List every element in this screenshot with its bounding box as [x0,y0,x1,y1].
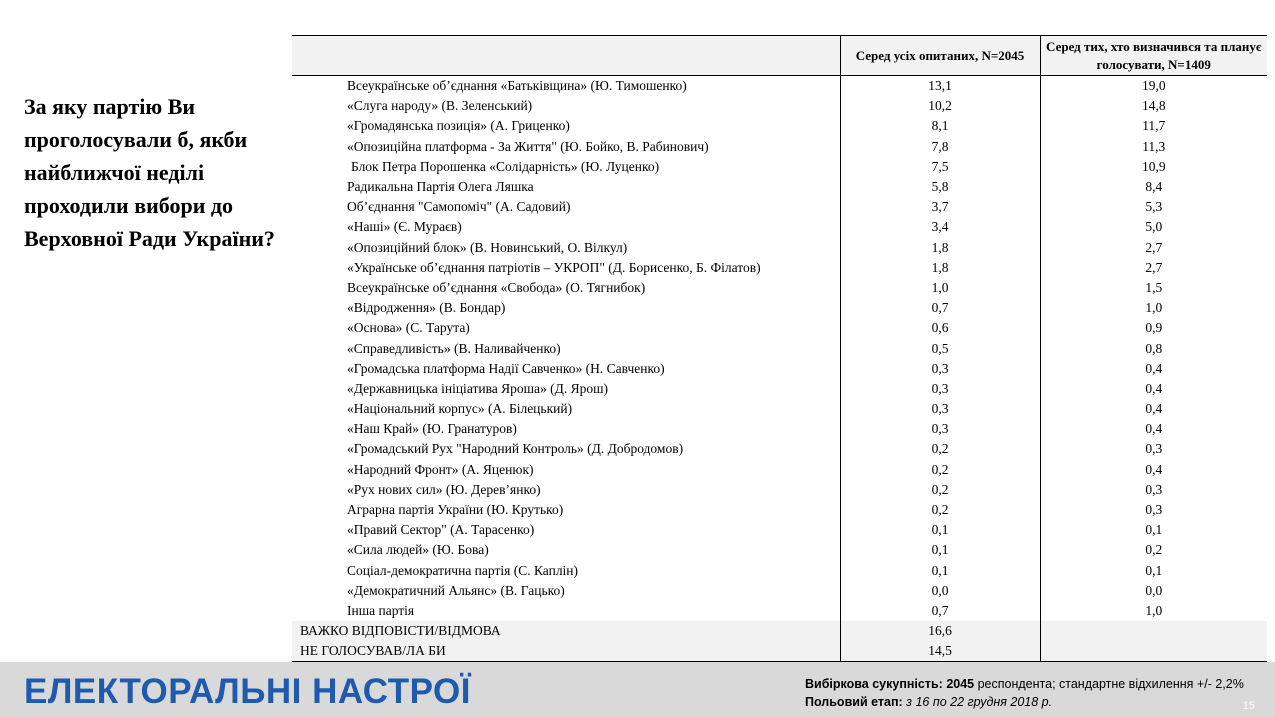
value-decided-voters: 0,3 [1040,480,1267,500]
value-decided-voters: 0,4 [1040,419,1267,439]
value-all-respondents: 1,0 [840,278,1040,298]
party-name: «Слуга народу» (В. Зеленський) [347,98,533,114]
party-name: «Національний корпус» (А. Білецький) [347,401,573,417]
party-name: Всеукраїнське об’єднання «Батьківщина» (Ю. Тимошенко) [347,78,687,94]
party-name: «Громадська платформа Надії Савченко» (Н. Савченко) [347,360,665,376]
value-decided-voters: 14,8 [1040,96,1267,116]
party-name: Радикальна Партія Олега Ляшка [347,179,534,195]
value-all-respondents: 14,5 [840,641,1040,662]
sample-value: 2045 [946,677,975,691]
party-name: Інша партія [347,602,415,618]
table-body [292,76,1267,662]
party-name: «Українське об’єднання патріотів – УКРОП" (Д. Борисенко, Б. Філатов) [347,259,761,275]
field-value: з 16 по 22 грудня 2018 р. [906,695,1053,709]
survey-info [805,675,1244,711]
table-row [292,419,1267,439]
value-all-respondents: 1,8 [840,258,1040,278]
value-all-respondents: 3,7 [840,197,1040,217]
value-decided-voters: 0,3 [1040,500,1267,520]
table-row [292,480,1267,500]
table-row [292,157,1267,177]
party-name: «Правий Сектор" (А. Тарасенко) [347,522,535,538]
value-all-respondents: 0,7 [840,601,1040,621]
value-decided-voters: 0,3 [1040,439,1267,459]
value-decided-voters: 5,3 [1040,197,1267,217]
value-all-respondents: 7,8 [840,137,1040,157]
value-decided-voters: 19,0 [1040,76,1267,97]
value-decided-voters: 0,1 [1040,561,1267,581]
value-decided-voters: 10,9 [1040,157,1267,177]
header-all-respondents: Серед усіх опитаних, N=2045 [840,36,1040,76]
value-all-respondents: 0,2 [840,480,1040,500]
sample-text: респондента; стандартне відхилення +/- 2,2% [977,677,1244,691]
results-table [292,35,1267,662]
value-decided-voters: 0,9 [1040,318,1267,338]
table-row [292,621,1267,641]
table-header-row [292,36,1267,76]
value-all-respondents: 8,1 [840,116,1040,136]
party-name: «Опозиційна платформа - За Життя" (Ю. Бойко, В. Рабинович) [347,138,709,154]
survey-question: За яку партію Ви проголосували б, якби найближчої неділі проходили вибори до Верховної Ради України? [24,94,275,251]
value-all-respondents: 13,1 [840,76,1040,97]
value-decided-voters: 0,1 [1040,520,1267,540]
table-row [292,298,1267,318]
value-all-respondents: 0,3 [840,379,1040,399]
value-decided-voters: 2,7 [1040,238,1267,258]
party-name: «Народний Фронт» (А. Яценюк) [347,461,534,477]
value-all-respondents: 0,6 [840,318,1040,338]
table-row [292,197,1267,217]
table-row [292,399,1267,419]
value-decided-voters: 1,5 [1040,278,1267,298]
value-decided-voters: 0,4 [1040,379,1267,399]
value-decided-voters: 0,4 [1040,359,1267,379]
value-all-respondents: 0,7 [840,298,1040,318]
table-row [292,258,1267,278]
party-name: «Наші» (Є. Мураєв) [347,219,462,235]
party-name: Блок Петра Порошенка «Солідарність» (Ю. Луценко) [351,158,660,174]
party-name: Соціал-демократична партія (С. Каплін) [347,562,579,578]
footer-title: ЕЛЕКТОРАЛЬНІ НАСТРОЇ [24,672,471,711]
party-name: НЕ ГОЛОСУВАВ/ЛА БИ [292,641,840,662]
value-all-respondents: 16,6 [840,621,1040,641]
party-name: «Державницька ініціатива Яроша» (Д. Ярош) [347,380,609,396]
party-name: «Відродження» (В. Бондар) [347,300,506,316]
field-line [805,693,1244,711]
table-row [292,278,1267,298]
value-decided-voters: 0,0 [1040,581,1267,601]
value-all-respondents: 3,4 [840,217,1040,237]
table-row [292,137,1267,157]
value-all-respondents: 0,3 [840,359,1040,379]
party-name: Об’єднання "Самопоміч" (А. Садовий) [347,199,571,215]
table-row [292,439,1267,459]
value-all-respondents: 0,2 [840,460,1040,480]
value-decided-voters: 0,8 [1040,338,1267,358]
party-name: «Основа» (С. Тарута) [347,320,470,336]
table-row [292,96,1267,116]
party-name: Всеукраїнське об’єднання «Свобода» (О. Тягнибок) [347,279,646,295]
value-decided-voters: 2,7 [1040,258,1267,278]
value-all-respondents: 0,1 [840,520,1040,540]
value-decided-voters: 8,4 [1040,177,1267,197]
footer-bar [0,662,1275,717]
value-all-respondents: 0,3 [840,399,1040,419]
value-decided-voters: 0,2 [1040,540,1267,560]
party-name: Аграрна партія України (Ю. Крутько) [347,502,564,518]
page-number: 15 [1242,700,1255,712]
table-row [292,177,1267,197]
sample-line [805,675,1244,693]
value-all-respondents: 0,2 [840,500,1040,520]
party-name: «Громадський Рух "Народний Контроль» (Д. Добродомов) [347,441,684,457]
party-name: «Громадянська позиція» (А. Гриценко) [347,118,570,134]
table-row [292,238,1267,258]
value-decided-voters: 5,0 [1040,217,1267,237]
party-name: «Сила людей» (Ю. Бова) [347,542,489,558]
value-decided-voters: 11,7 [1040,116,1267,136]
party-name: «Демократичний Альянс» (В. Гацько) [347,582,565,598]
value-decided-voters: 11,3 [1040,137,1267,157]
value-decided-voters: 0,4 [1040,399,1267,419]
party-name: ВАЖКО ВІДПОВІСТИ/ВІДМОВА [292,621,840,641]
value-all-respondents: 1,8 [840,238,1040,258]
table-row [292,359,1267,379]
table-row [292,217,1267,237]
value-all-respondents: 0,3 [840,419,1040,439]
table-row [292,460,1267,480]
party-name: «Рух нових сил» (Ю. Дерев’янко) [347,481,541,497]
value-all-respondents: 0,5 [840,338,1040,358]
value-decided-voters: 0,4 [1040,460,1267,480]
table-row [292,520,1267,540]
value-all-respondents: 0,1 [840,540,1040,560]
header-decided-voters: Серед тих, хто визначився та планує голосувати, N=1409 [1040,36,1267,76]
value-decided-voters [1040,641,1267,662]
sample-label: Вибіркова сукупність: [805,677,943,691]
value-all-respondents: 0,1 [840,561,1040,581]
table-row [292,116,1267,136]
field-label: Польовий етап: [805,695,903,709]
table-row [292,338,1267,358]
table-row [292,601,1267,621]
value-all-respondents: 10,2 [840,96,1040,116]
table-row [292,318,1267,338]
table-row [292,641,1267,662]
party-name: «Наш Край» (Ю. Гранатуров) [347,421,517,437]
value-decided-voters [1040,621,1267,641]
table-row [292,540,1267,560]
value-all-respondents: 5,8 [840,177,1040,197]
value-all-respondents: 7,5 [840,157,1040,177]
value-all-respondents: 0,2 [840,439,1040,459]
value-decided-voters: 1,0 [1040,601,1267,621]
table-row [292,500,1267,520]
party-name: «Справедливість» (В. Наливайченко) [347,340,561,356]
header-party [292,36,840,76]
table-row [292,76,1267,97]
value-all-respondents: 0,0 [840,581,1040,601]
value-decided-voters: 1,0 [1040,298,1267,318]
table-row [292,581,1267,601]
table-row [292,561,1267,581]
table-row [292,379,1267,399]
party-name: «Опозиційний блок» (В. Новинський, О. Вілкул) [347,239,628,255]
